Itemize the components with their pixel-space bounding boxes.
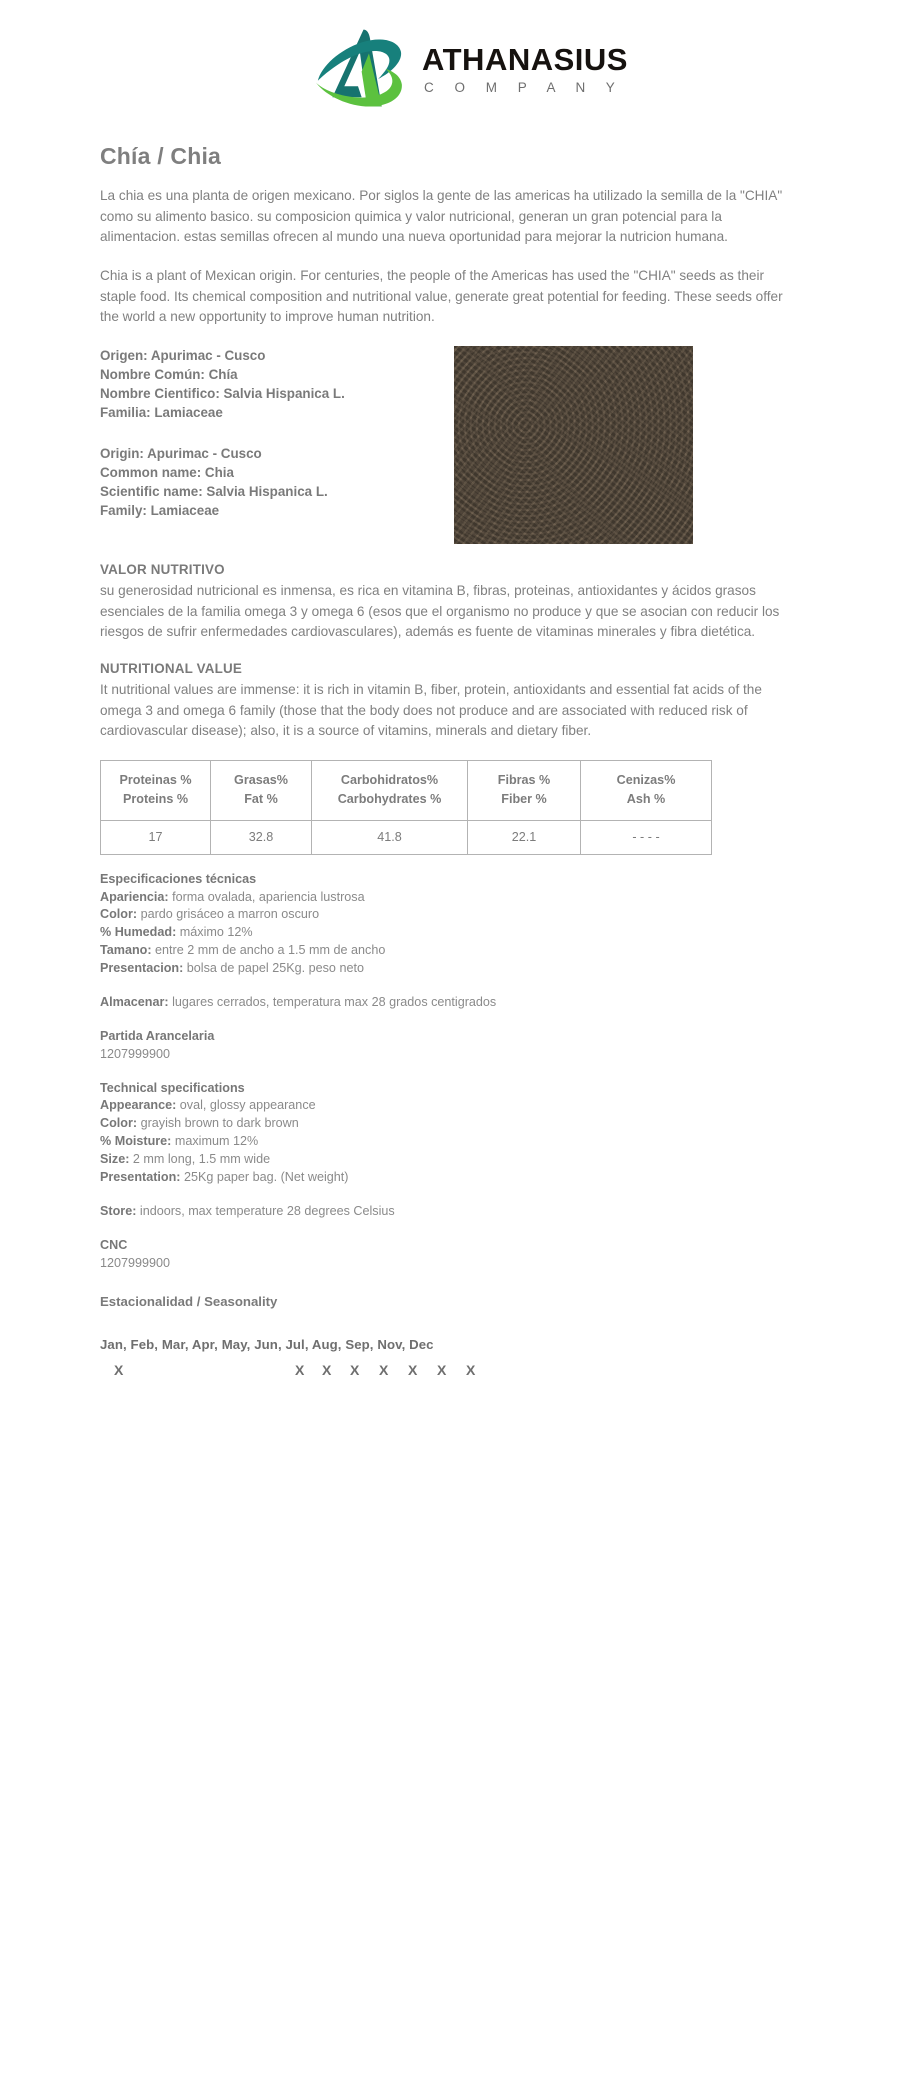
spec-row-appearance bbox=[100, 1097, 800, 1115]
identity-block-spanish bbox=[100, 346, 450, 422]
column-header-carbohydrates bbox=[312, 760, 468, 820]
column-header-ash-en: Ash % bbox=[626, 791, 666, 806]
photo-texture-overlay bbox=[454, 346, 693, 544]
brand-header bbox=[100, 0, 800, 135]
column-header-fiber-en: Fiber % bbox=[501, 791, 547, 806]
chia-seeds-photo bbox=[454, 346, 693, 544]
spec-value-apariencia: forma ovalada, apariencia lustrosa bbox=[168, 889, 365, 904]
spec-row-store bbox=[100, 1203, 800, 1221]
nutritional-value-heading-english: NUTRITIONAL VALUE bbox=[100, 660, 243, 676]
spec-value-store: indoors, max temperature 28 degrees Celsius bbox=[136, 1203, 395, 1218]
seasonality-mark: X bbox=[114, 1362, 124, 1379]
spec-value-color-es: pardo grisáceo a marron oscuro bbox=[137, 907, 320, 922]
cell-fiber-value: 22.1 bbox=[468, 820, 581, 854]
page-title: Chía / Chia bbox=[100, 143, 222, 169]
athanasius-swoosh-a-logo-icon bbox=[312, 26, 404, 110]
spec-value-color-en: grayish brown to dark brown bbox=[137, 1116, 299, 1131]
storage-english bbox=[100, 1203, 800, 1221]
specs-heading-spanish-text: Especificaciones técnicas bbox=[100, 871, 257, 886]
nombre-comun-line: Nombre Común: Chía bbox=[100, 366, 238, 382]
spec-label-color-en: Color: bbox=[100, 1116, 138, 1131]
spec-row-moisture bbox=[100, 1133, 800, 1151]
column-header-carbohydrates-es: Carbohidratos% bbox=[340, 772, 439, 787]
column-header-ash-es: Cenizas% bbox=[616, 772, 676, 787]
tariff-spanish bbox=[100, 1028, 800, 1064]
seasonality-mark: X bbox=[437, 1362, 447, 1379]
spec-value-presentation: 25Kg paper bag. (Net weight) bbox=[180, 1169, 349, 1184]
brand-subtitle: C O M P A N Y bbox=[424, 80, 624, 96]
cell-ash-value: - - - - bbox=[581, 820, 712, 854]
tariff-code-english: 1207999900 bbox=[100, 1255, 171, 1270]
spec-label-size: Size: bbox=[100, 1152, 130, 1167]
specs-heading-english-text: Technical specifications bbox=[100, 1080, 245, 1095]
nombre-cientifico-line: Nombre Cientifico: Salvia Hispanica L. bbox=[100, 386, 345, 401]
family-line: Family: Lamiaceae bbox=[100, 503, 220, 519]
scientific-name-line: Scientific name: Salvia Hispanica L. bbox=[100, 484, 328, 500]
table-row bbox=[101, 820, 712, 854]
table-header-row bbox=[101, 760, 712, 820]
spec-label-presentacion: Presentacion: bbox=[100, 961, 184, 976]
origen-line: Origen: Apurimac - Cusco bbox=[100, 347, 266, 363]
spec-label-humedad: % Humedad: bbox=[100, 925, 177, 940]
spec-value-almacenar: lugares cerrados, temperatura max 28 grados centigrados bbox=[168, 994, 497, 1009]
seasonality-mark: X bbox=[350, 1362, 360, 1379]
column-header-carbohydrates-en: Carbohydrates % bbox=[337, 791, 442, 806]
spec-row-tamano bbox=[100, 942, 800, 960]
spec-label-apariencia: Apariencia: bbox=[100, 889, 169, 904]
tariff-heading-spanish bbox=[100, 1028, 800, 1046]
seasonality-mark: X bbox=[466, 1362, 476, 1379]
spec-value-presentacion: bolsa de papel 25Kg. peso neto bbox=[183, 961, 364, 976]
spec-value-tamano: entre 2 mm de ancho a 1.5 mm de ancho bbox=[151, 943, 386, 958]
seasonality-mark: X bbox=[379, 1362, 389, 1379]
spec-value-appearance: oval, glossy appearance bbox=[176, 1098, 316, 1113]
column-header-ash bbox=[581, 760, 712, 820]
cell-carbohydrates-value: 41.8 bbox=[312, 820, 468, 854]
column-header-fiber bbox=[468, 760, 581, 820]
seasonality-mark: X bbox=[408, 1362, 418, 1379]
tariff-heading-spanish-text: Partida Arancelaria bbox=[100, 1028, 215, 1043]
spec-row-size bbox=[100, 1151, 800, 1169]
spec-value-humedad: máximo 12% bbox=[176, 925, 253, 940]
cell-fat-value: 32.8 bbox=[211, 820, 312, 854]
spec-label-appearance: Appearance: bbox=[100, 1098, 177, 1113]
tariff-code-spanish: 1207999900 bbox=[100, 1046, 171, 1061]
spec-value-size: 2 mm long, 1.5 mm wide bbox=[129, 1152, 271, 1167]
technical-specs-english bbox=[100, 1080, 800, 1187]
cell-proteins-value: 17 bbox=[101, 820, 211, 854]
identity-and-photo-row bbox=[100, 346, 800, 544]
column-header-fat bbox=[211, 760, 312, 820]
nutritional-value-heading-spanish: VALOR NUTRITIVO bbox=[100, 561, 225, 577]
intro-paragraph-spanish: La chia es una planta de origen mexicano. Por siglos la gente de las americas ha utilizado la semilla de la "CHIA" como su alimento basico. su composicion quimica y valor nutricional, generan un gran potencial para la alimentacion. estas semillas ofrecen al mundo una nueva oportunidad para mejorar la nutricion humana. bbox=[100, 188, 783, 245]
seasonality-months: Jan, Feb, Mar, Apr, May, Jun, Jul, Aug, Sep, Nov, Dec bbox=[100, 1337, 434, 1353]
specs-heading-english bbox=[100, 1080, 800, 1098]
origin-line: Origin: Apurimac - Cusco bbox=[100, 446, 262, 462]
spec-row-color-en bbox=[100, 1115, 800, 1133]
seasonality-marks-row bbox=[100, 1362, 800, 1386]
familia-line: Familia: Lamiaceae bbox=[100, 405, 223, 421]
spec-row-humedad bbox=[100, 924, 800, 942]
identity-column bbox=[100, 346, 450, 520]
nutritional-value-text-spanish: su generosidad nutricional es inmensa, es rica en vitamina B, fibras, proteinas, antioxidantes y ácidos grasos esenciales de la familia omega 3 y omega 6 (esos que el organismo no produce y que se asocian con reducir los riesgos de sufrir enfermedades cardiovasculares), además es fuente de vitaminas minerales y fibra dietética. bbox=[100, 582, 780, 640]
technical-specs-spanish bbox=[100, 871, 800, 978]
spec-row-apariencia bbox=[100, 889, 800, 907]
spec-label-tamano: Tamano: bbox=[100, 943, 152, 958]
brand-wordmark bbox=[422, 40, 628, 96]
specs-heading-spanish bbox=[100, 871, 800, 889]
column-header-proteins-es: Proteinas % bbox=[119, 772, 192, 787]
spec-label-presentation: Presentation: bbox=[100, 1169, 181, 1184]
spec-row-presentacion bbox=[100, 960, 800, 978]
document-page bbox=[100, 0, 800, 1386]
spec-label-store: Store: bbox=[100, 1203, 137, 1218]
seasonality-mark: X bbox=[322, 1362, 332, 1379]
intro-paragraph-english: Chia is a plant of Mexican origin. For centuries, the people of the Americas has used the "CHIA" seeds as their staple food. Its chemical composition and nutritional value, generate great potential for feeding. These seeds offer the world a new opportunity to improve human nutrition. bbox=[100, 267, 783, 325]
spec-label-moisture: % Moisture: bbox=[100, 1134, 172, 1149]
spec-value-moisture: maximum 12% bbox=[171, 1134, 259, 1149]
column-header-fiber-es: Fibras % bbox=[497, 772, 551, 787]
storage-spanish bbox=[100, 994, 800, 1012]
spec-row-color-es bbox=[100, 906, 800, 924]
tariff-heading-english-text: CNC bbox=[100, 1237, 128, 1252]
seasonality-heading: Estacionalidad / Seasonality bbox=[100, 1294, 278, 1310]
column-header-fat-en: Fat % bbox=[244, 791, 278, 806]
identity-block-english bbox=[100, 444, 450, 520]
brand-name: ATHANASIUS bbox=[422, 41, 628, 77]
nutritional-value-text-english: It nutritional values are immense: it is rich in vitamin B, fiber, protein, antioxidants and essential fat acids of the omega 3 and omega 6 family (those that the body does not produce and are associated with reduced risk of cardiovascular disease); also, it is a source of vitamins, minerals and dietary fiber. bbox=[100, 681, 762, 739]
column-header-proteins-en: Proteins % bbox=[122, 791, 189, 806]
column-header-fat-es: Grasas% bbox=[234, 772, 288, 787]
spec-row-presentation bbox=[100, 1169, 800, 1187]
nutrition-table bbox=[100, 760, 712, 855]
tariff-english bbox=[100, 1237, 800, 1273]
common-name-line: Common name: Chia bbox=[100, 465, 234, 481]
seasonality-mark: X bbox=[295, 1362, 305, 1379]
tariff-heading-english bbox=[100, 1237, 800, 1255]
spec-row-almacenar bbox=[100, 994, 800, 1012]
spec-label-color-es: Color: bbox=[100, 907, 138, 922]
spec-label-almacenar: Almacenar: bbox=[100, 994, 169, 1009]
column-header-proteins bbox=[101, 760, 211, 820]
